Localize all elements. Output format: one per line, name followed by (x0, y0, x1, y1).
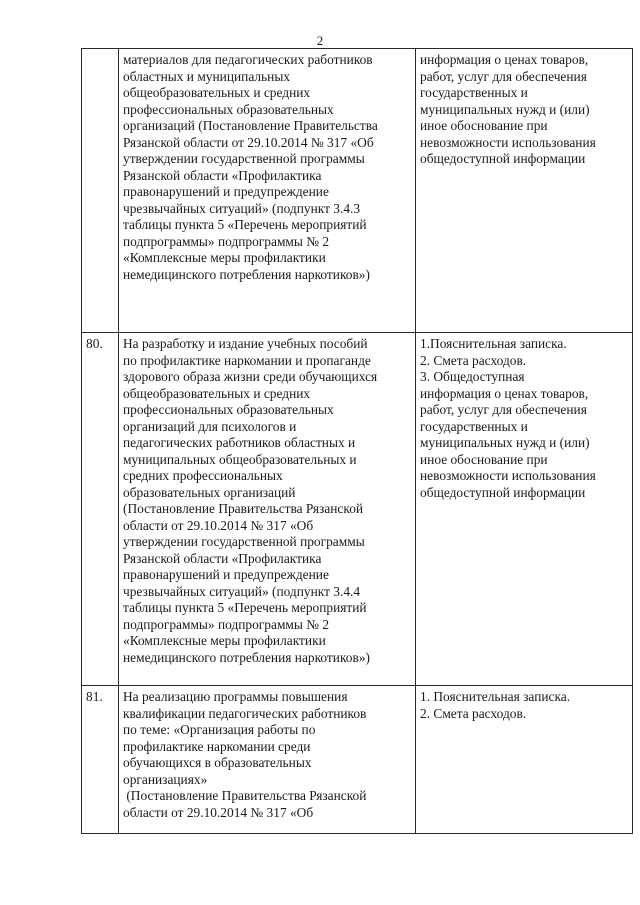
description-line: материалов для педагогических работников (123, 52, 373, 67)
documents-line: работ, услуг для обеспечения (420, 402, 587, 417)
row-description (119, 333, 416, 686)
row-documents (416, 49, 633, 333)
description-line: по профилактике наркомании и пропаганде (123, 352, 371, 368)
description-line: немедицинского потребления наркотиков») (123, 266, 370, 282)
description-line: муниципальных общеобразовательных и (123, 451, 357, 467)
documents-line: 1. Пояснительная записка. (420, 689, 571, 704)
description-line: (Постановление Правительства Рязанской (123, 501, 364, 516)
description-line: утверждении государственной программы (123, 534, 365, 549)
documents-line: информация о ценах товаров, (420, 52, 589, 67)
documents-line: 2. Смета расходов. (420, 352, 527, 368)
description-line: обучающихся в образовательных (123, 755, 312, 770)
description-line: по теме: «Организация работы по (123, 722, 316, 737)
description-line: области от 29.10.2014 № 317 «Об (123, 517, 314, 533)
documents-line: иное обоснование при (420, 451, 548, 467)
description-line: чрезвычайных ситуаций» (подпункт 3.4.3 (123, 200, 361, 216)
table-row (82, 686, 633, 834)
description-line: правонарушений и предупреждение (123, 567, 329, 582)
description-line: «Комплексные меры профилактики (123, 633, 326, 648)
description-line: педагогических работников областных и (123, 435, 356, 450)
documents-line: невозможности использования (420, 134, 596, 150)
description-line: Рязанской области от 29.10.2014 № 317 «Об (123, 134, 374, 150)
measures-table (81, 48, 633, 834)
row-documents (416, 333, 633, 686)
table-row (82, 333, 633, 686)
row-number: 80. (82, 333, 119, 686)
row-description (119, 686, 416, 834)
documents-line: муниципальных нужд и (или) (420, 101, 590, 117)
documents-line: муниципальных нужд и (или) (420, 435, 590, 450)
description-line: (Постановление Правительства Рязанской (123, 788, 367, 803)
documents-line: 1.Пояснительная записка. (420, 336, 567, 351)
description-line: чрезвычайных ситуаций» (подпункт 3.4.4 (123, 583, 361, 599)
description-line: областных и муниципальных (123, 68, 291, 84)
documents-line: государственных и (420, 85, 528, 100)
description-line: Рязанской области «Профилактика (123, 550, 322, 566)
description-line: общеобразовательных и средних (123, 85, 311, 100)
documents-line: информация о ценах товаров, (420, 385, 589, 401)
documents-line: работ, услуг для обеспечения (420, 68, 587, 84)
table-row (82, 49, 633, 333)
description-line: таблицы пункта 5 «Перечень мероприятий (123, 600, 367, 615)
description-line: подпрограммы» подпрограммы № 2 (123, 233, 330, 249)
description-line: средних профессиональных (123, 468, 283, 483)
documents-line: общедоступной информации (420, 151, 586, 166)
row-description (119, 49, 416, 333)
description-line: организациях» (123, 771, 208, 787)
description-line: правонарушений и предупреждение (123, 184, 329, 199)
documents-line: государственных и (420, 418, 528, 434)
description-line: организаций (Постановление Правительства (123, 118, 378, 133)
documents-line: 3. Общедоступная (420, 369, 525, 384)
description-line: подпрограммы» подпрограммы № 2 (123, 616, 330, 632)
description-line: квалификации педагогических работников (123, 705, 367, 721)
description-line: организаций для психологов и (123, 418, 297, 434)
description-line: утверждении государственной программы (123, 151, 365, 166)
description-line: здорового образа жизни среди обучающихся (123, 369, 378, 384)
description-line: профессиональных образовательных (123, 101, 334, 117)
description-line: Рязанской области «Профилактика (123, 167, 322, 183)
description-line: немедицинского потребления наркотиков») (123, 649, 370, 665)
documents-line: невозможности использования (420, 468, 596, 483)
row-number (82, 49, 119, 333)
documents-line: иное обоснование при (420, 118, 548, 133)
description-line: области от 29.10.2014 № 317 «Об (123, 804, 314, 820)
description-line: На разработку и издание учебных пособий (123, 336, 368, 351)
description-line: «Комплексные меры профилактики (123, 250, 326, 265)
description-line: таблицы пункта 5 «Перечень мероприятий (123, 217, 367, 232)
documents-line: общедоступной информации (420, 484, 586, 500)
row-documents (416, 686, 633, 834)
description-line: профессиональных образовательных (123, 402, 334, 417)
description-line: образовательных организаций (123, 484, 296, 500)
row-number: 81. (82, 686, 119, 834)
description-line: профилактике наркомании среди (123, 738, 311, 754)
description-line: общеобразовательных и средних (123, 385, 311, 401)
description-line: На реализацию программы повышения (123, 689, 348, 704)
documents-line: 2. Смета расходов. (420, 705, 527, 721)
page-number: 2 (316, 33, 324, 48)
